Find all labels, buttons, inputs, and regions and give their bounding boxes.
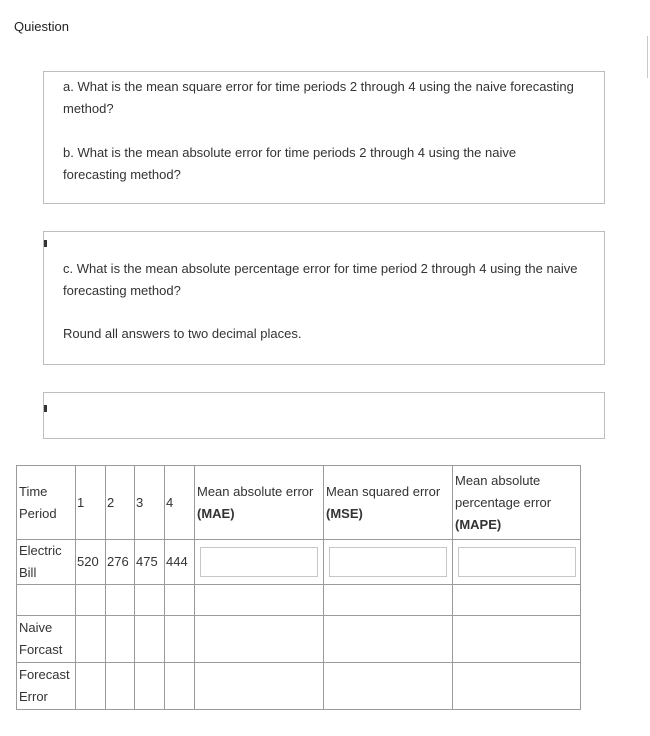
table-row <box>17 540 581 585</box>
bill-4: 444 <box>165 540 195 585</box>
question-b-text: b. What is the mean absolute error for time periods 2 through 4 using the naive forecasting method? <box>63 145 517 182</box>
table-row <box>17 585 581 616</box>
bill-1: 520 <box>76 540 106 585</box>
answer-box[interactable] <box>43 392 605 439</box>
period-1: 1 <box>76 466 106 540</box>
table-row <box>17 663 581 710</box>
mse-abbr: (MSE) <box>326 505 363 521</box>
mape-cell <box>453 540 581 585</box>
bill-3: 475 <box>135 540 165 585</box>
page-title: Quiestion <box>14 19 69 34</box>
mae-header-text: Mean absolute error <box>197 483 314 499</box>
forecast-error-label: Forecast Error <box>17 663 76 710</box>
rounding-instruction: Round all answers to two decimal places. <box>63 326 302 341</box>
period-4: 4 <box>165 466 195 540</box>
mse-input[interactable] <box>329 547 447 577</box>
question-c-text: c. What is the mean absolute percentage error for time period 2 through 4 using the naive forecasting method? <box>63 261 578 298</box>
electric-bill-label: Electric Bill <box>17 540 76 585</box>
period-3: 3 <box>135 466 165 540</box>
mae-header <box>195 466 324 540</box>
mape-header <box>453 466 581 540</box>
mse-header <box>324 466 453 540</box>
mae-input[interactable] <box>200 547 318 577</box>
drag-handle-icon[interactable] <box>44 405 47 412</box>
mse-cell <box>324 540 453 585</box>
question-a-text: a. What is the mean square error for time periods 2 through 4 using the naive forecasting method? <box>63 79 574 116</box>
period-2: 2 <box>106 466 135 540</box>
mse-header-text: Mean squared error <box>326 483 441 499</box>
time-period-label: Time Period <box>17 466 76 540</box>
bill-2: 276 <box>106 540 135 585</box>
mae-cell <box>195 540 324 585</box>
naive-forecast-label: Naive Forcast <box>17 616 76 663</box>
question-ab-box <box>43 71 605 204</box>
forecast-table <box>16 465 581 710</box>
table-row <box>17 466 581 540</box>
table-row <box>17 616 581 663</box>
mae-abbr: (MAE) <box>197 505 235 521</box>
mape-input[interactable] <box>458 547 576 577</box>
drag-handle-icon[interactable] <box>44 240 47 247</box>
mape-abbr: (MAPE) <box>455 516 502 532</box>
mape-header-text: Mean absolute percentage error <box>455 472 552 510</box>
question-c-box <box>43 231 605 365</box>
